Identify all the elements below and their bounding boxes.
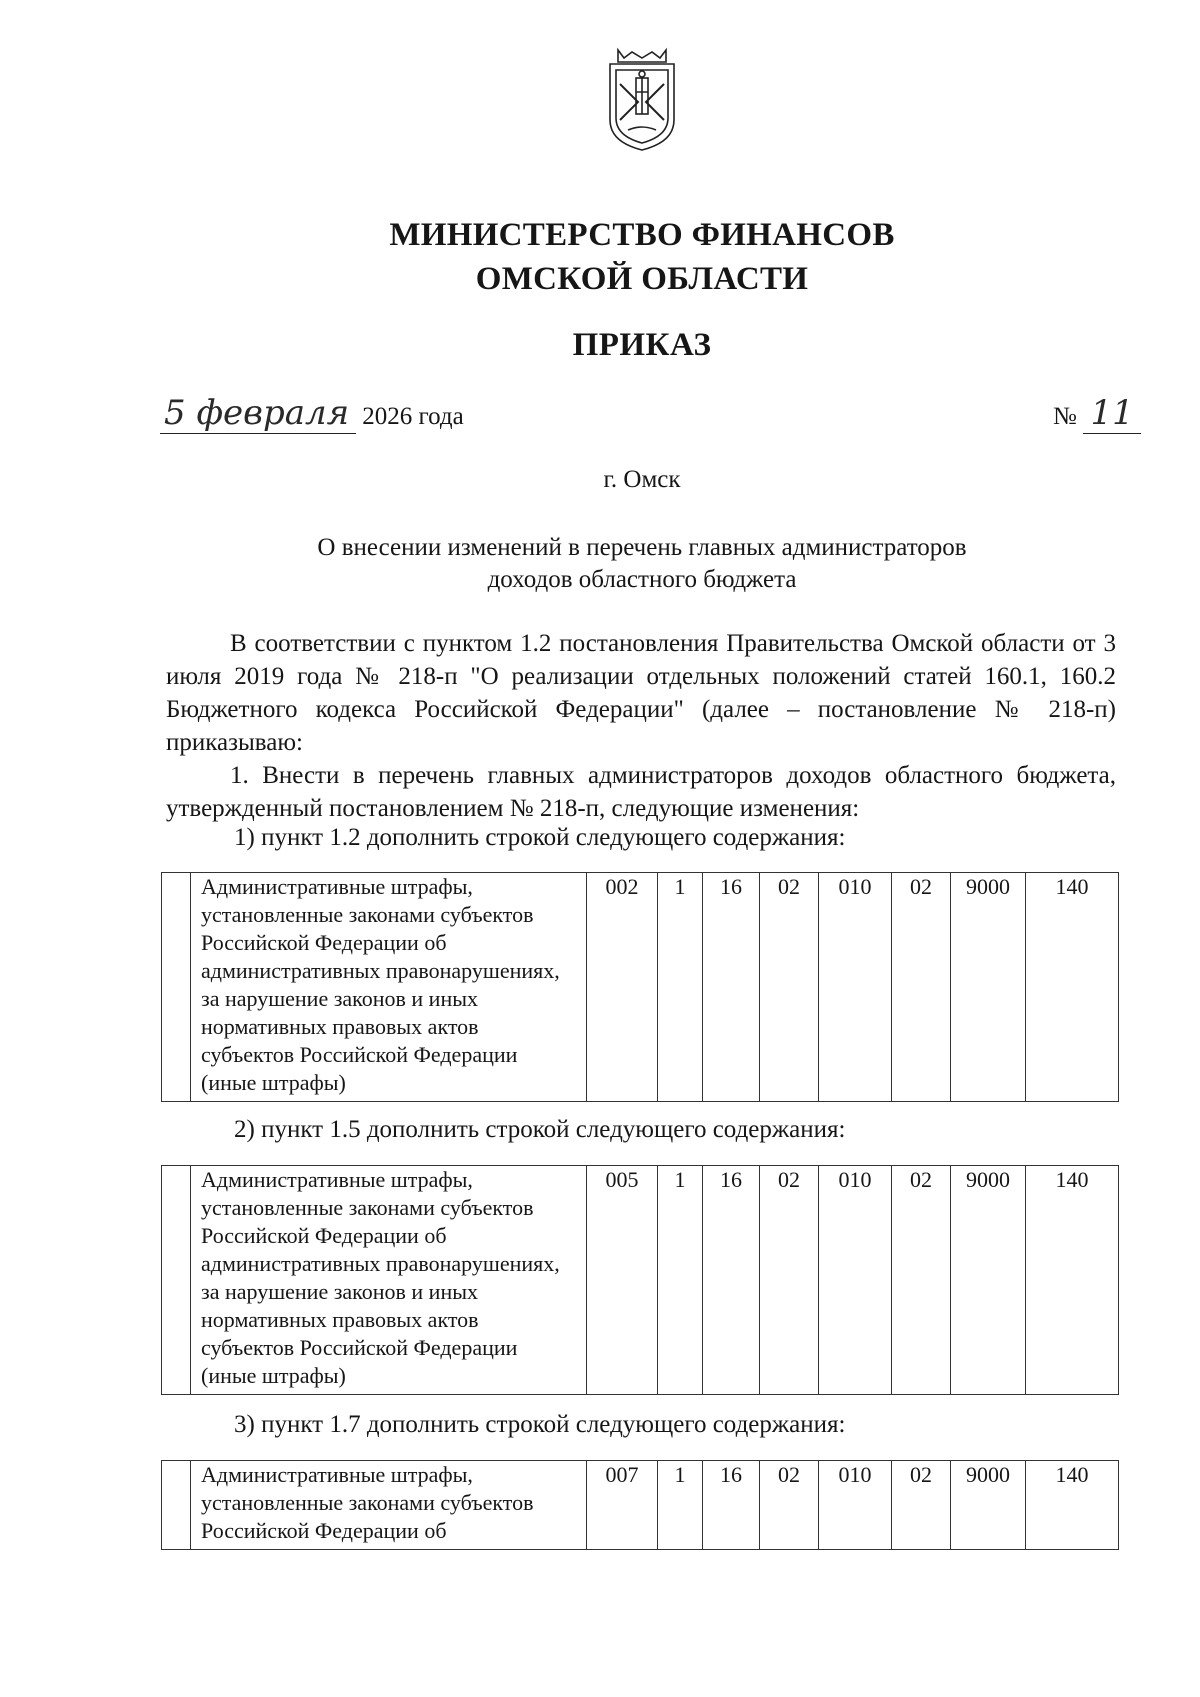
desc-line: (иные штрафы) <box>201 1070 346 1095</box>
desc-line: субъектов Российской Федерации <box>201 1042 518 1067</box>
description-cell <box>191 873 587 1102</box>
code-program: 9000 <box>951 873 1026 1102</box>
description-cell <box>191 1166 587 1395</box>
table-subitem-2 <box>161 1165 1119 1395</box>
desc-line: административных правонарушениях, <box>201 1251 560 1276</box>
desc-line: Административные штрафы, <box>201 1167 473 1192</box>
ministry-title-line2: ОМСКОЙ ОБЛАСТИ <box>475 261 809 297</box>
omsk-coat-of-arms-icon <box>598 44 686 154</box>
desc-line: (иные штрафы) <box>201 1363 346 1388</box>
code-subgroup: 16 <box>703 1166 760 1395</box>
desc-line: за нарушение законов и иных <box>201 1279 479 1304</box>
code-kosgu: 140 <box>1026 1166 1119 1395</box>
code-group: 1 <box>658 1461 703 1550</box>
code-element: 02 <box>892 873 951 1102</box>
desc-line: установленные законами субъектов <box>201 1195 534 1220</box>
desc-line: нормативных правовых актов <box>201 1307 479 1332</box>
item-1-paragraph: 1. Внести в перечень главных администраторов доходов областного бюджета, утвержденный постановлением № 218-п, следующие изменения: <box>166 762 1116 822</box>
code-element: 02 <box>892 1166 951 1395</box>
code-admin: 005 <box>587 1166 658 1395</box>
code-kosgu: 140 <box>1026 1461 1119 1550</box>
desc-line: за нарушение законов и иных <box>201 986 479 1011</box>
code-group: 1 <box>658 1166 703 1395</box>
desc-line: Российской Федерации об <box>201 1518 447 1543</box>
description-cell <box>191 1461 587 1550</box>
blank-cell <box>162 873 191 1102</box>
ministry-title-line1: МИНИСТЕРСТВО ФИНАНСОВ <box>389 217 895 253</box>
code-program: 9000 <box>951 1461 1026 1550</box>
code-subarticle: 010 <box>819 1461 892 1550</box>
year-text: 2026 года <box>362 403 464 430</box>
table-row <box>162 873 1119 1102</box>
document-type: ПРИКАЗ <box>572 327 712 363</box>
code-group: 1 <box>658 873 703 1102</box>
desc-line: нормативных правовых актов <box>201 1014 479 1039</box>
code-program: 9000 <box>951 1166 1026 1395</box>
subitem-1-text: 1) пункт 1.2 дополнить строкой следующего содержания: <box>234 824 846 851</box>
order-number <box>1053 393 1141 434</box>
code-admin: 007 <box>587 1461 658 1550</box>
subitem-2-text: 2) пункт 1.5 дополнить строкой следующего содержания: <box>234 1116 846 1143</box>
subject-line1: О внесении изменений в перечень главных администраторов <box>317 534 967 561</box>
code-subarticle: 010 <box>819 873 892 1102</box>
handwritten-date: 5 февраля <box>160 393 356 434</box>
intro-paragraph: В соответствии с пунктом 1.2 постановления Правительства Омской области от 3 июля 2019 года № 218-п "О реализации отдельных положений статей 160.1, 160.2 Бюджетного кодекса Российской Федерации" (далее – постановление № 218-п) приказываю: <box>166 630 1116 756</box>
code-article: 02 <box>760 873 819 1102</box>
code-subarticle: 010 <box>819 1166 892 1395</box>
desc-line: субъектов Российской Федерации <box>201 1335 518 1360</box>
code-element: 02 <box>892 1461 951 1550</box>
desc-line: Административные штрафы, <box>201 1462 473 1487</box>
table-subitem-1 <box>161 872 1119 1102</box>
handwritten-number: 11 <box>1083 393 1141 434</box>
table-row <box>162 1461 1119 1550</box>
code-article: 02 <box>760 1166 819 1395</box>
date-line <box>160 393 464 434</box>
desc-line: Российской Федерации об <box>201 930 447 955</box>
desc-line: административных правонарушениях, <box>201 958 560 983</box>
code-subgroup: 16 <box>703 873 760 1102</box>
order-subject <box>0 532 1200 596</box>
desc-line: установленные законами субъектов <box>201 902 534 927</box>
code-admin: 002 <box>587 873 658 1102</box>
desc-line: Административные штрафы, <box>201 874 473 899</box>
code-article: 02 <box>760 1461 819 1550</box>
table-row <box>162 1166 1119 1395</box>
table-subitem-3 <box>161 1460 1119 1550</box>
desc-line: Российской Федерации об <box>201 1223 447 1248</box>
code-subgroup: 16 <box>703 1461 760 1550</box>
subject-line2: доходов областного бюджета <box>487 566 797 593</box>
blank-cell <box>162 1166 191 1395</box>
ministry-title <box>0 213 1200 301</box>
number-label: № <box>1053 403 1077 430</box>
code-kosgu: 140 <box>1026 873 1119 1102</box>
city: г. Омск <box>603 466 681 493</box>
blank-cell <box>162 1461 191 1550</box>
desc-line: установленные законами субъектов <box>201 1490 534 1515</box>
subitem-3-text: 3) пункт 1.7 дополнить строкой следующего содержания: <box>234 1411 846 1438</box>
